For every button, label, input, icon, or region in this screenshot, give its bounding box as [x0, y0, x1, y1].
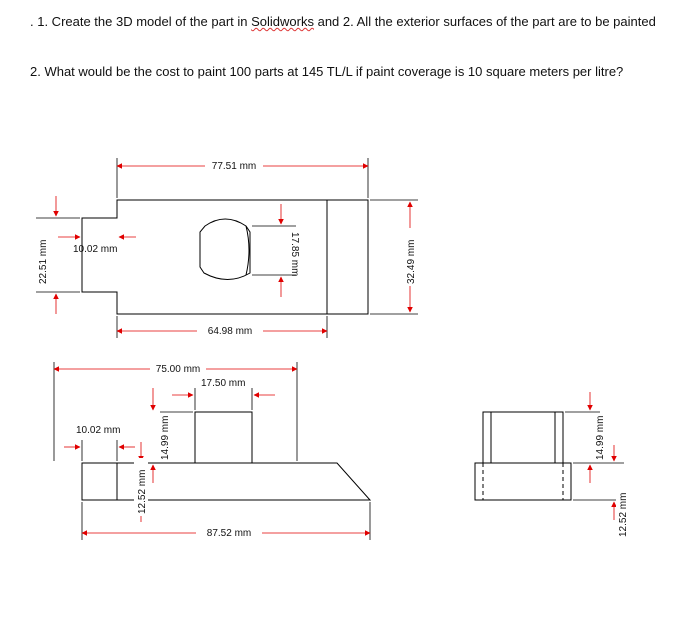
- front-base: [82, 463, 370, 500]
- dim-77-label: 77.51 mm: [211, 161, 257, 172]
- dim-14-label: 14.99 mm: [160, 415, 171, 460]
- dim-17-50-label: 17.50 mm: [201, 378, 246, 389]
- dim-10-tab-label: 10.02 mm: [73, 244, 118, 255]
- question-1-software: Solidworks: [251, 14, 314, 29]
- dim-17-label: 17.85 mm: [289, 232, 300, 277]
- front-boss: [195, 412, 252, 463]
- dim-10-front-label: 10.02 mm: [76, 425, 121, 436]
- dim-22-label: 22.51 mm: [38, 239, 49, 284]
- side-12-label: 12.52 mm: [618, 492, 629, 537]
- side-boss: [483, 412, 563, 463]
- top-view-hole: [200, 219, 250, 280]
- top-view-hole-arc: [246, 226, 249, 275]
- question-1-suffix: and 2. All the exterior surfaces of the part are to be painted: [313, 14, 656, 29]
- dim-87-label: 87.52 mm: [206, 528, 252, 539]
- side-14-label: 14.99 mm: [595, 415, 606, 460]
- question-2: 2. What would be the cost to paint 100 parts at 145 TL/L if paint coverage is 10 square meters per litre?: [30, 64, 624, 79]
- dim-32-label: 32.49 mm: [406, 239, 417, 284]
- question-1-prefix: . 1. Create the 3D model of the part in: [30, 14, 252, 29]
- dim-12-label: 12.52 mm: [137, 469, 148, 514]
- side-view: [475, 412, 571, 500]
- dim-64-label: 64.98 mm: [207, 326, 253, 337]
- side-base: [475, 463, 571, 500]
- top-view-outline: [82, 200, 368, 314]
- top-view: [82, 200, 368, 314]
- dim-75-label: 75.00 mm: [155, 364, 201, 375]
- front-view: [82, 412, 370, 500]
